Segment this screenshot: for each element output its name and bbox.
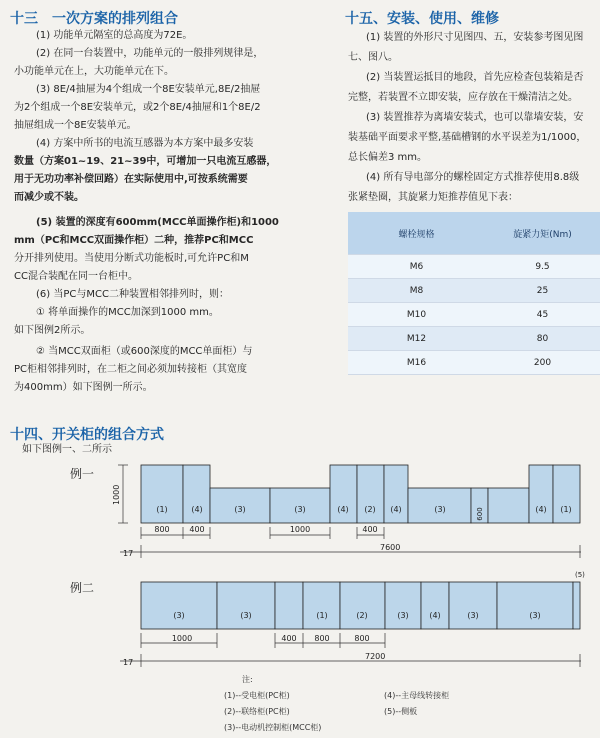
base-dim-17: 17 (123, 658, 134, 667)
s13-line: (6) 当PC与MCC二种装置相邻排列时，则： (36, 289, 229, 300)
s13-line: (5) 装置的深度有600mm(MCC单面操作柜)和1000 (36, 217, 279, 228)
panel-10 (488, 488, 529, 523)
s13-line: mm（PC和MCC双面操作柜）二种，推荐PC和MCC (14, 235, 254, 246)
example-1-dim-lines (141, 527, 384, 539)
table-row (348, 351, 600, 375)
height-dim-1000: 1000 (112, 484, 121, 505)
dim-label: 800 (154, 525, 170, 534)
dim-label: 400 (281, 634, 297, 643)
dim-label: 400 (362, 525, 378, 534)
s13-line: ② 当MCC双面柜（或600深度的MCC单面柜）与 (36, 346, 253, 357)
table-header-bolt: 螺栓规格 (348, 212, 485, 255)
s13-line: PC柜相邻排列时，在二柜之间必须加转接柜（其宽度 (14, 364, 248, 375)
s15-line: (2) 当装置运抵目的地段，首先应检查包装箱是否 (366, 72, 584, 83)
dim-label: 800 (354, 634, 370, 643)
panel-label: (1) (560, 505, 572, 514)
s15-line: 七、图八。 (348, 52, 398, 63)
panel-label: (3) (529, 611, 541, 620)
legend-item: (1)--受电柜(PC柜) (224, 691, 290, 700)
table-cell: M16 (348, 351, 485, 375)
example-1-label: 例一 (70, 467, 95, 481)
s15-line: (3) 装置推荐为离墙安装式，也可以靠墙安装，安 (366, 112, 584, 123)
example-1-panels (141, 465, 580, 523)
table-cell: M6 (348, 255, 485, 279)
s13-line: 用于无功功率补偿回路）在实际使用中,可按系统需要 (14, 174, 248, 185)
panel-label: (3) (173, 611, 185, 620)
s15-line: 总长偏差3 mm。 (348, 152, 428, 163)
panel-2 (217, 582, 275, 629)
panel-6 (357, 465, 384, 523)
panel-label: (3) (467, 611, 479, 620)
legend-item: (3)--电动机控制柜(MCC柜) (224, 723, 322, 732)
total-dim-7200: 7200 (365, 652, 386, 661)
panel-label-600: 600 (476, 507, 484, 521)
section-14-subtitle: 如下图例一、二所示 (22, 444, 112, 455)
panel-4 (303, 582, 340, 629)
legend-item: (4)--主母线转接柜 (384, 691, 450, 700)
example-2-panels (141, 582, 580, 629)
panel-label: (1) (156, 505, 168, 514)
s13-line: 为2个组成一个8E安装单元，或2个8E/4抽屉和1个8E/2 (14, 102, 261, 113)
panel-1 (141, 582, 217, 629)
side-plate (573, 582, 580, 629)
table-cell: 200 (485, 351, 600, 375)
table-cell: M12 (348, 327, 485, 351)
s13-line: (3) 8E/4抽屉为4个组成一个8E安装单元,8E/2抽屉 (36, 84, 261, 95)
s13-line: 小功能单元在上，大功能单元在下。 (14, 66, 174, 77)
s15-line: 张紧垫圈，其旋紧力矩推荐值见下表： (348, 192, 518, 203)
panel-label: (3) (240, 611, 252, 620)
legend-title: 注: (242, 675, 253, 684)
panel-6 (385, 582, 421, 629)
panel-9 (497, 582, 573, 629)
table-cell: M8 (348, 279, 485, 303)
panel-8 (449, 582, 497, 629)
table-cell: 9.5 (485, 255, 600, 279)
table-row (348, 327, 600, 351)
s13-line: 抽屉组成一个8E安装单元。 (14, 120, 137, 131)
s13-line: (1) 功能单元隔室的总高度为72E。 (36, 30, 193, 41)
panel-7 (384, 465, 408, 523)
section-15-title: 十五、安装、使用、维修 (345, 11, 499, 27)
panel-5 (330, 465, 357, 523)
s13-line: CC混合装配在同一台柜中。 (14, 271, 138, 282)
panel-label: (4) (390, 505, 402, 514)
cabinet-layout-diagrams (0, 455, 600, 670)
table-cell: 25 (485, 279, 600, 303)
total-dim-7600: 7600 (380, 543, 401, 552)
s13-line: (2) 在同一台装置中，功能单元的一般排列规律是， (36, 48, 264, 59)
panel-2 (183, 465, 210, 523)
table-row (348, 255, 600, 279)
panel-label: (2) (364, 505, 376, 514)
panel-label: (3) (397, 611, 409, 620)
s13-line: ① 将单面操作的MCC加深到1000 mm。 (36, 307, 219, 318)
example-2-label: 例二 (70, 581, 95, 595)
s15-line: 完整，若装置不立即安装，应存放在干燥清洁之处。 (348, 92, 578, 103)
panel-label: (3) (234, 505, 246, 514)
section-13-body (14, 29, 332, 394)
panel-label: (2) (356, 611, 368, 620)
side-plate-mark: (5) (575, 571, 585, 579)
dim-label: 800 (314, 634, 330, 643)
dim-label: 400 (189, 525, 205, 534)
panel-5 (340, 582, 385, 629)
section-15-body (348, 31, 600, 211)
base-dim-17: 17 (123, 549, 134, 558)
panel-11 (529, 465, 553, 523)
panel-label: (4) (337, 505, 349, 514)
s13-line: 为400mm）如下图例一所示。 (14, 382, 153, 393)
s15-line: (1) 装置的外形尺寸见图四、五，安装参考图见图 (366, 32, 584, 43)
torque-table (348, 212, 600, 375)
s13-line: 数量（方案01~19、21~39中，可增加一只电流互感器， (14, 156, 277, 167)
s13-line: (4) 方案中所书的电流互感器为本方案中最多安装 (36, 138, 254, 149)
legend-item: (2)--联络柜(PC柜) (224, 707, 290, 716)
table-row (348, 303, 600, 327)
dim-label: 1000 (289, 525, 311, 534)
panel-7 (421, 582, 449, 629)
panel-1 (141, 465, 183, 523)
table-header-torque: 旋紧力矩(Nm) (485, 212, 600, 255)
table-cell: M10 (348, 303, 485, 327)
panel-label: (1) (316, 611, 328, 620)
s13-line: 如下图例2所示。 (14, 325, 91, 336)
s15-line: 装基础平面要求平整,基础槽钢的水平误差为1/1000， (348, 132, 587, 143)
panel-label: (3) (294, 505, 306, 514)
panel-label: (4) (535, 505, 547, 514)
panel-label: (4) (429, 611, 441, 620)
s13-line: 而减少或不装。 (14, 192, 84, 203)
table-row (348, 279, 600, 303)
panel-3 (275, 582, 303, 629)
table-cell: 45 (485, 303, 600, 327)
legend-item: (5)--侧板 (384, 707, 418, 716)
panel-label: (4) (191, 505, 203, 514)
table-cell: 80 (485, 327, 600, 351)
section-13-title: 十三 一次方案的排列组合 (10, 11, 178, 27)
panel-label: (3) (434, 505, 446, 514)
section-14-title: 十四、开关柜的组合方式 (10, 427, 164, 443)
dim-label: 1000 (171, 634, 193, 643)
s15-line: (4) 所有导电部分的螺栓固定方式推荐使用8.8级 (366, 172, 580, 183)
s13-line: 分开排列使用。当使用分断式功能板时,可允许PC和M (14, 253, 249, 264)
panel-12 (553, 465, 580, 523)
